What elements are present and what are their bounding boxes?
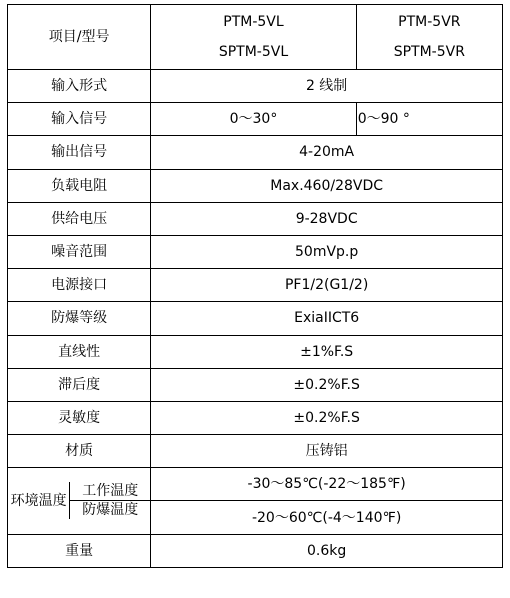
label-linearity: 直线性	[8, 335, 151, 368]
value-load-resistance: Max.460/28VDC	[151, 169, 503, 202]
value-weight: 0.6kg	[151, 534, 503, 567]
row-noise-range	[8, 235, 503, 268]
value-sensitivity: ±0.2%F.S	[151, 401, 503, 434]
label-output-signal: 输出信号	[8, 136, 151, 169]
label-explosion-grade: 防爆等级	[8, 302, 151, 335]
row-output-signal	[8, 136, 503, 169]
model-left-secondary: SPTM-5VL	[218, 44, 289, 60]
ambient-temp-split	[8, 482, 150, 519]
row-input-form	[8, 70, 503, 103]
value-supply-voltage: 9-28VDC	[151, 202, 503, 235]
label-noise-range: 噪音范围	[8, 235, 151, 268]
value-linearity: ±1%F.S	[151, 335, 503, 368]
label-power-interface: 电源接口	[8, 269, 151, 302]
value-working-temp: -30～85℃(-22～185℉)	[151, 468, 503, 501]
value-input-signal-left: 0～30°	[151, 103, 356, 136]
label-hysteresis: 滞后度	[8, 368, 151, 401]
value-input-signal-right: 0～90 °	[356, 103, 502, 136]
label-load-resistance: 负载电阻	[8, 169, 151, 202]
row-hysteresis	[8, 368, 503, 401]
row-supply-voltage	[8, 202, 503, 235]
label-working-temp: 工作温度	[70, 482, 150, 501]
label-weight: 重量	[8, 534, 151, 567]
spec-table	[7, 4, 503, 568]
value-explosion-grade: ExiaIICT6	[151, 302, 503, 335]
ambient-temp-cell	[8, 468, 151, 534]
value-noise-range: 50mVp.p	[151, 235, 503, 268]
label-ambient-temp: 环境温度	[10, 492, 67, 509]
model-right-primary: PTM-5VR	[398, 14, 461, 30]
row-weight	[8, 534, 503, 567]
label-sensitivity: 灵敏度	[8, 401, 151, 434]
label-explosion-proof-temp: 防爆温度	[82, 502, 139, 519]
model-right-header	[356, 5, 502, 70]
label-input-form: 输入形式	[8, 70, 151, 103]
model-left-primary: PTM-5VL	[223, 14, 284, 30]
row-explosion-grade	[8, 302, 503, 335]
value-output-signal: 4-20mA	[151, 136, 503, 169]
header-row	[8, 5, 503, 70]
row-linearity	[8, 335, 503, 368]
label-supply-voltage: 供给电压	[8, 202, 151, 235]
ambient-sublabels	[69, 482, 150, 519]
value-explosion-proof-temp: -20～60℃(-4～140℉)	[151, 501, 503, 534]
row-sensitivity	[8, 401, 503, 434]
row-working-temp	[8, 468, 503, 501]
value-power-interface: PF1/2(G1/2)	[151, 269, 503, 302]
model-left-header	[151, 5, 356, 70]
row-load-resistance	[8, 169, 503, 202]
value-input-form: 2 线制	[151, 70, 503, 103]
row-power-interface	[8, 269, 503, 302]
label-input-signal: 输入信号	[8, 103, 151, 136]
model-right-secondary: SPTM-5VR	[393, 44, 465, 60]
label-material: 材质	[8, 435, 151, 468]
row-input-signal	[8, 103, 503, 136]
value-hysteresis: ±0.2%F.S	[151, 368, 503, 401]
row-material	[8, 435, 503, 468]
value-material: 压铸铝	[151, 435, 503, 468]
item-model-header: 项目/型号	[8, 5, 151, 70]
